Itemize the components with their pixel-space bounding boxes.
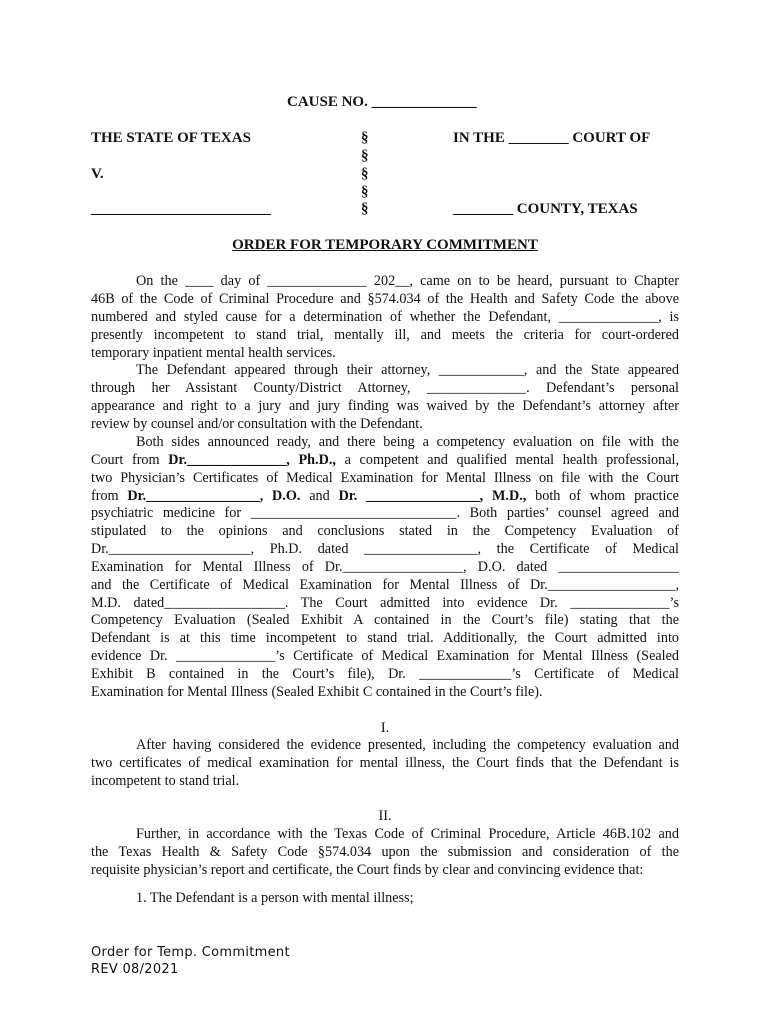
text-run: Court from [91, 452, 169, 468]
paragraph-line: Examination for Mental Illness (Sealed Exhibit C contained in the Court’s file). [91, 684, 543, 700]
section-mark: § [361, 148, 369, 164]
text-run: and [300, 488, 339, 504]
paragraph-line: Dr.____________________, Ph.D. dated ________________, the Certificate of Medical [91, 541, 679, 557]
paragraph-line-physicians [91, 488, 679, 506]
evaluator-name: Dr.______________, Ph.D., [168, 452, 336, 468]
list-item: 1. The Defendant is a person with mental illness; [136, 890, 414, 906]
paragraph-line: Both sides announced ready, and there being a competency evaluation on file with the [136, 434, 679, 450]
state-party: THE STATE OF TEXAS [91, 130, 251, 146]
paragraph-line: psychiatric medicine for _____________________________. Both parties’ counsel agreed and [91, 505, 679, 521]
paragraph-line: Competency Evaluation (Sealed Exhibit A contained in the Court’s file) stating that the [91, 612, 679, 628]
paragraph-line: M.D. dated_________________. The Court admitted into evidence Dr. ______________’s [91, 595, 679, 611]
paragraph-line: Further, in accordance with the Texas Code of Criminal Procedure, Article 46B.102 and [136, 826, 679, 842]
paragraph-line: After having considered the evidence presented, including the competency evaluation and [136, 737, 679, 753]
paragraph-line: requisite physician’s report and certificate, the Court finds by clear and convincing evidence that: [91, 862, 644, 878]
paragraph-line: Defendant is at this time incompetent to stand trial. Additionally, the Court admitted into [91, 630, 679, 646]
section-heading-1: I. [380, 720, 390, 736]
paragraph-line: On the ____ day of ______________ 202__, came on to be heard, pursuant to Chapter [136, 273, 679, 289]
section-mark: § [361, 130, 369, 146]
paragraph-line: review by counsel and/or consultation with the Defendant. [91, 416, 423, 432]
footer-form-name: Order for Temp. Commitment [91, 945, 290, 960]
physician-do-name: Dr.________________, D.O. [127, 488, 301, 504]
section-mark: § [361, 201, 369, 217]
paragraph-line: The Defendant appeared through their attorney, ____________, and the State appeared [136, 362, 679, 378]
paragraph-line: numbered and styled cause for a determination of whether the Defendant, ______________, is [91, 309, 679, 325]
paragraph-line: two certificates of medical examination for mental illness, the Court finds that the Defendant is [91, 755, 679, 771]
paragraph-line: appearance and right to a jury and jury finding was waived by the Defendant’s attorney after [91, 398, 679, 414]
paragraph-line: and the Certificate of Medical Examination for Mental Illness of Dr.__________________, [91, 577, 679, 593]
cause-number: CAUSE NO. ______________ [287, 94, 477, 110]
versus: V. [91, 166, 104, 182]
paragraph-line-psych-evaluator [91, 452, 679, 470]
section-heading-2: II. [378, 808, 392, 824]
defendant-name-blank: ________________________ [91, 201, 271, 217]
text-run: from [91, 488, 128, 504]
paragraph-line: incompetent to stand trial. [91, 773, 240, 789]
paragraph-line: Exhibit B contained in the Court’s file), Dr. _____________’s Certificate of Medical [91, 666, 679, 682]
text-run: a competent and qualified mental health professional, [335, 452, 679, 468]
text-run: both of whom practice [526, 488, 679, 504]
paragraph-line: the Texas Health & Safety Code §574.034 upon the submission and consideration of the [91, 844, 679, 860]
county-name: ________ COUNTY, TEXAS [453, 201, 638, 217]
physician-md-name: Dr. ________________, M.D., [338, 488, 527, 504]
section-mark: § [361, 184, 369, 200]
paragraph-line: temporary inpatient mental health services. [91, 345, 336, 361]
court-name: IN THE ________ COURT OF [453, 130, 651, 146]
footer-revision: REV 08/2021 [91, 962, 179, 977]
section-mark: § [361, 166, 369, 182]
paragraph-line: 46B of the Code of Criminal Procedure and §574.034 of the Health and Safety Code the above [91, 291, 679, 307]
document-title: ORDER FOR TEMPORARY COMMITMENT [232, 237, 538, 253]
paragraph-line: through her Assistant County/District Attorney, ______________. Defendant’s personal [91, 380, 679, 396]
paragraph-line: Examination for Mental Illness of Dr._________________, D.O. dated _________________ [91, 559, 679, 575]
paragraph-line: stipulated to the opinions and conclusions stated in the Competency Evaluation of [91, 523, 679, 539]
paragraph-line: two Physician’s Certificates of Medical Examination for Mental Illness on file with the Court [91, 470, 679, 486]
paragraph-line: presently incompetent to stand trial, mentally ill, and meets the criteria for court-ordered [91, 327, 679, 343]
paragraph-line: evidence Dr. ______________’s Certificate of Medical Examination for Mental Illness (Sealed [91, 648, 679, 664]
